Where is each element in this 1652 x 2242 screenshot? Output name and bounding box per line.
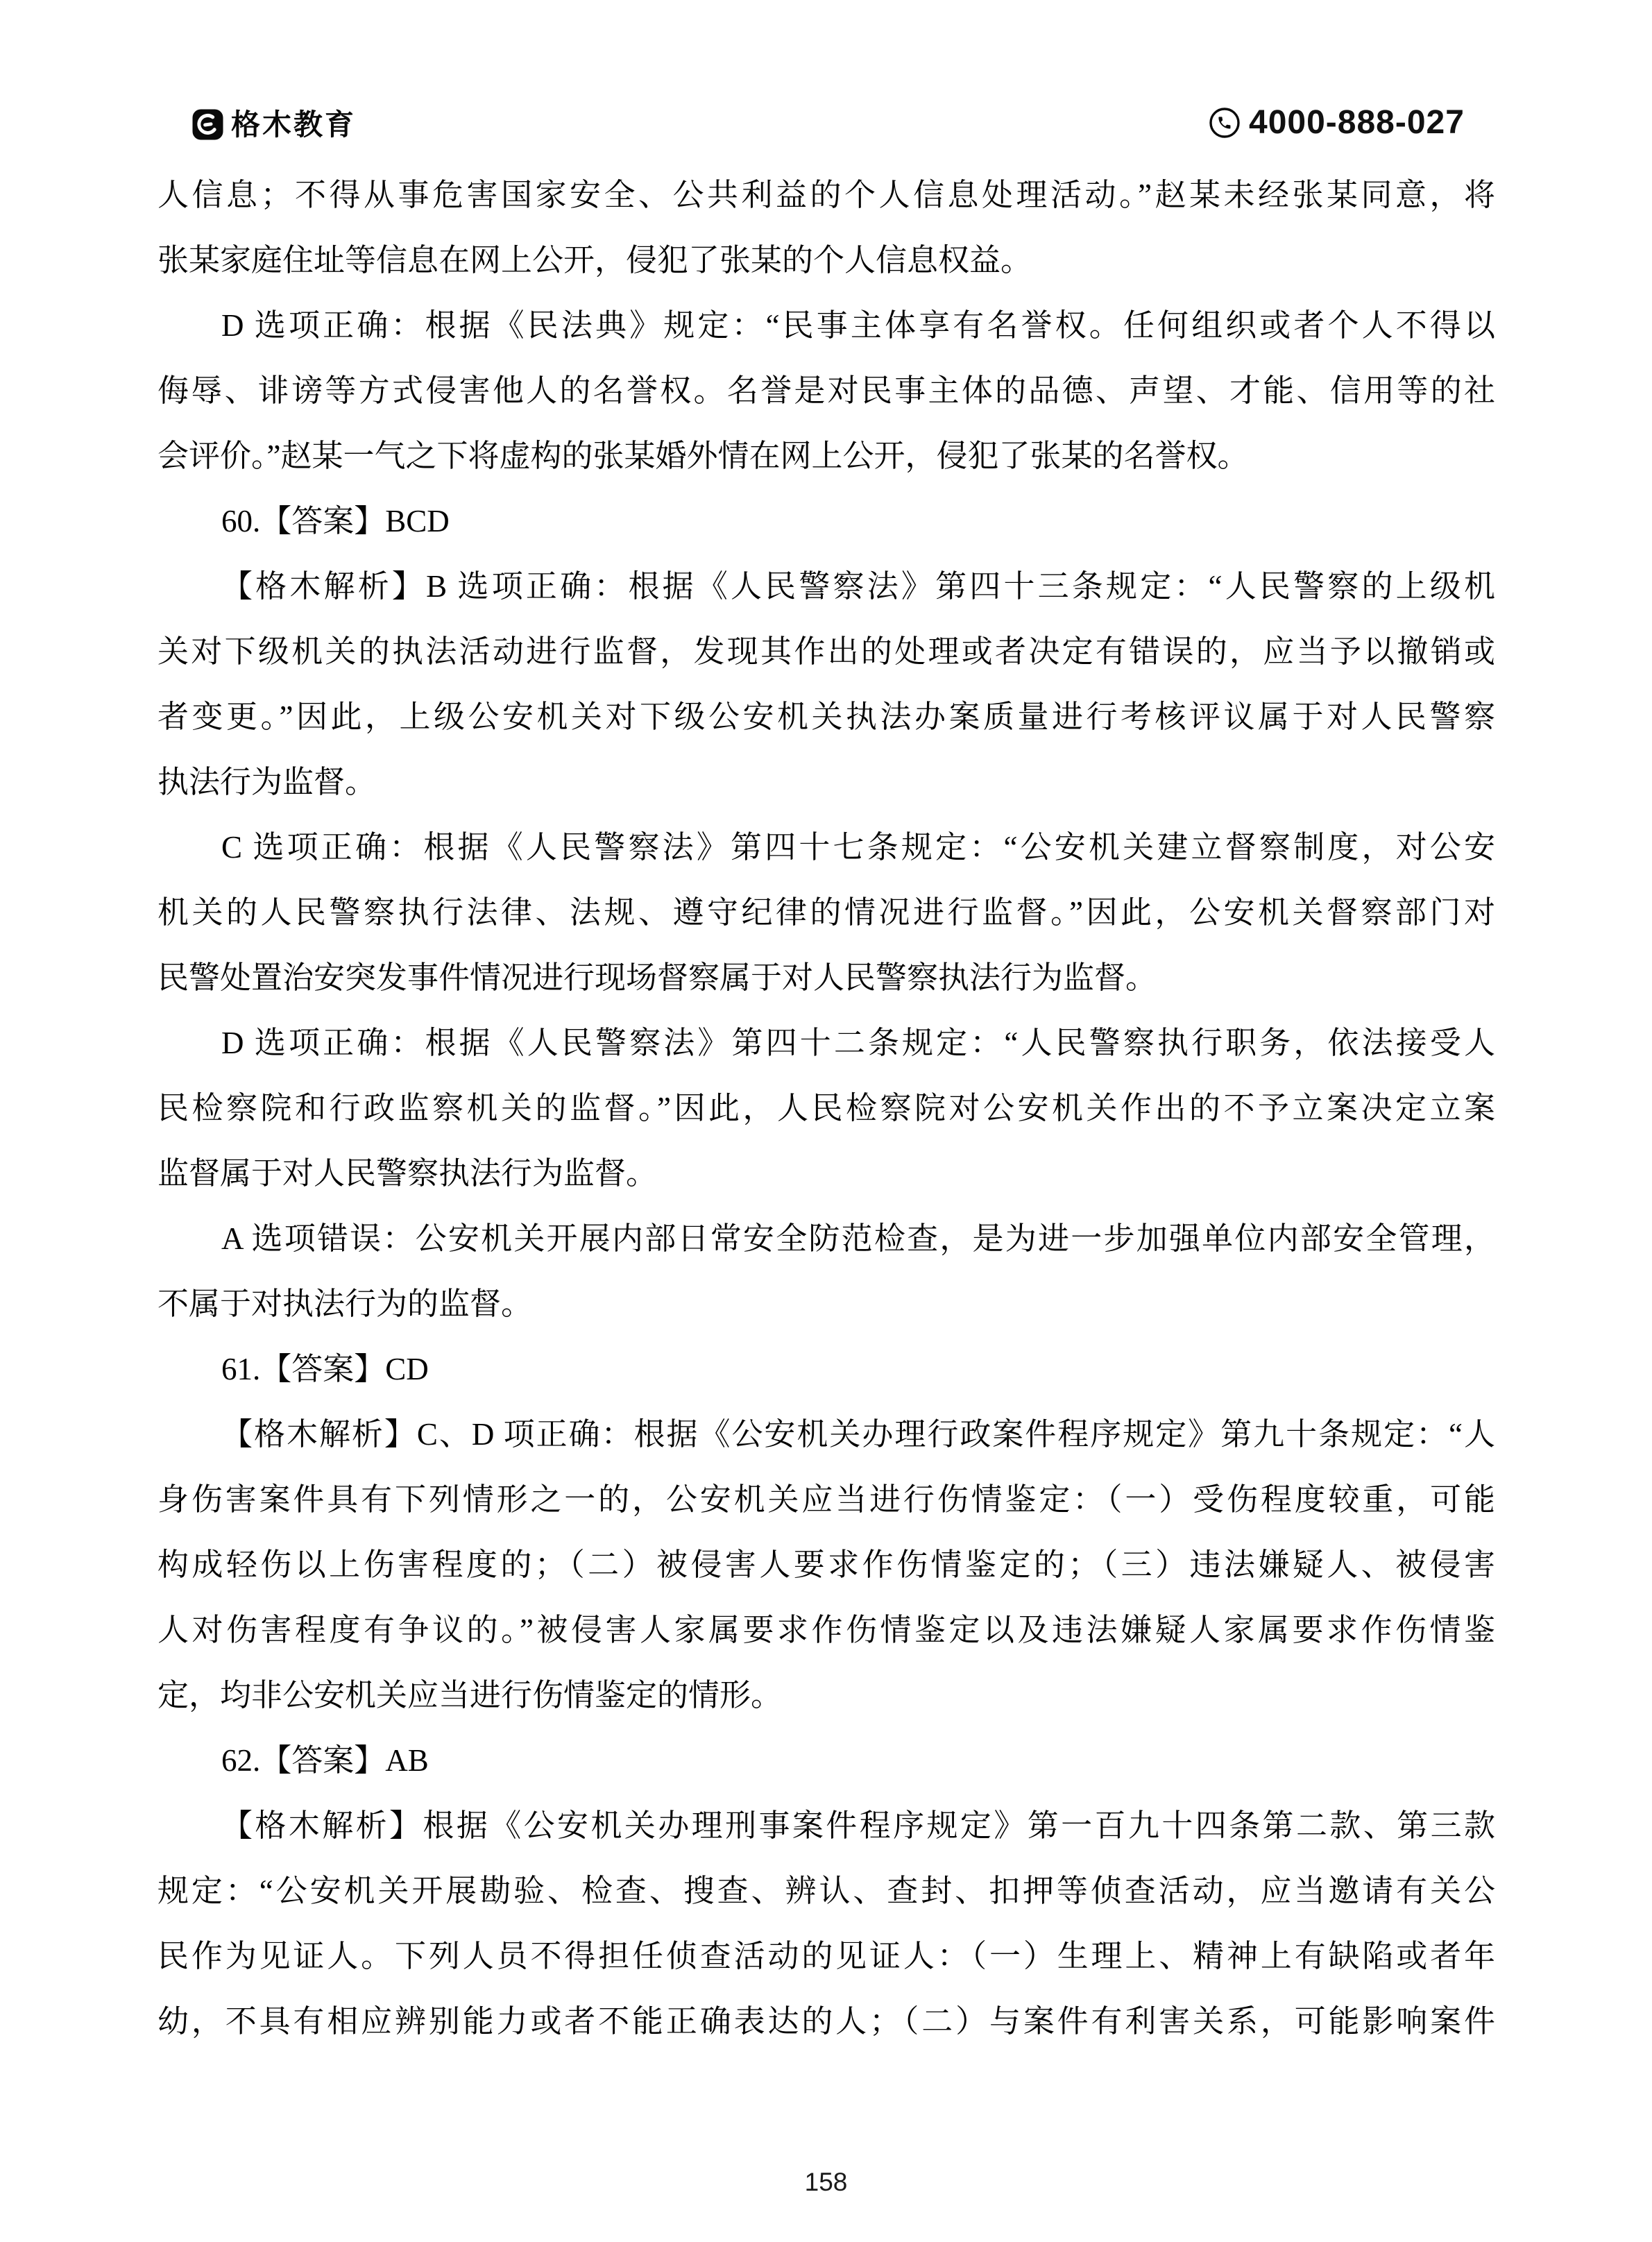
answer-line: 61.【答案】CD <box>221 1352 429 1386</box>
text-line: C 选项正确：根据《人民警察法》第四十七条规定：“公安机关建立督察制度，对公安 <box>221 830 1495 865</box>
gemu-logo-icon <box>192 109 223 140</box>
text-line: 机关的人民警察执行法律、法规、遵守纪律的情况进行监督。”因此，公安机关督察部门对 <box>157 895 1495 930</box>
page-number: 158 <box>804 2168 848 2196</box>
text-line: 张某家庭住址等信息在网上公开，侵犯了张某的个人信息权益。 <box>157 243 1032 278</box>
text-line: 【格木解析】根据《公安机关办理刑事案件程序规定》第一百九十四条第二款、第三款 <box>221 1808 1495 1843</box>
text-line: 不属于对执法行为的监督。 <box>157 1286 533 1321</box>
brand-logo <box>192 109 356 140</box>
page-header <box>0 0 1652 160</box>
text-line: A 选项错误：公安机关开展内部日常安全防范检查，是为进一步加强单位内部安全管理， <box>221 1221 1495 1256</box>
text-line: 人信息；不得从事危害国家安全、公共利益的个人信息处理活动。”赵某未经张某同意，将 <box>157 178 1495 212</box>
text-line: 会评价。”赵某一气之下将虚构的张某婚外情在网上公开，侵犯了张某的名誉权。 <box>157 439 1249 473</box>
text-line: 定，均非公安机关应当进行伤情鉴定的情形。 <box>157 1678 783 1713</box>
brand-name: 格木教育 <box>231 108 357 141</box>
text-line: 幼，不具有相应辨别能力或者不能正确表达的人；（二）与案件有利害关系，可能影响案件 <box>157 2004 1495 2039</box>
document-body <box>157 162 1495 2054</box>
text-line: D 选项正确：根据《民法典》规定：“民事主体享有名誉权。任何组织或者个人不得以 <box>221 308 1495 343</box>
answer-line: 60.【答案】BCD <box>221 504 450 538</box>
answer-line: 62.【答案】AB <box>221 1743 429 1778</box>
text-line: 民警处置治安突发事件情况进行现场督察属于对人民警察执法行为监督。 <box>157 960 1157 995</box>
text-line: 民作为见证人。下列人员不得担任侦查活动的见证人：（一）生理上、精神上有缺陷或者年 <box>157 1939 1495 1973</box>
text-line: 人对伤害程度有争议的。”被侵害人家属要求作伤情鉴定以及违法嫌疑人家属要求作伤情鉴 <box>157 1613 1495 1647</box>
text-line: 构成轻伤以上伤害程度的；（二）被侵害人要求作伤情鉴定的；（三）违法嫌疑人、被侵害 <box>157 1547 1495 1582</box>
text-line: D 选项正确：根据《人民警察法》第四十二条规定：“人民警察执行职务，依法接受人 <box>221 1026 1495 1060</box>
text-line: 执法行为监督。 <box>157 765 377 799</box>
text-line: 民检察院和行政监察机关的监督。”因此，人民检察院对公安机关作出的不予立案决定立案 <box>157 1091 1495 1126</box>
text-line: 【格木解析】C、D 项正确：根据《公安机关办理行政案件程序规定》第九十条规定：“人 <box>221 1417 1495 1452</box>
phone-icon <box>1209 107 1241 139</box>
text-line: 【格木解析】B 选项正确：根据《人民警察法》第四十三条规定：“人民警察的上级机 <box>221 569 1495 604</box>
page-footer <box>0 2168 1652 2197</box>
text-line: 规定：“公安机关开展勘验、检查、搜查、辨认、查封、扣押等侦查活动，应当邀请有关公 <box>157 1874 1495 1908</box>
text-line: 侮辱、诽谤等方式侵害他人的名誉权。名誉是对民事主体的品德、声望、才能、信用等的社 <box>157 373 1495 408</box>
text-line: 关对下级机关的执法活动进行监督，发现其作出的处理或者决定有错误的，应当予以撤销或 <box>157 634 1495 669</box>
phone-contact <box>1209 105 1465 140</box>
text-line: 身伤害案件具有下列情形之一的，公安机关应当进行伤情鉴定：（一）受伤程度较重，可能 <box>157 1482 1495 1517</box>
text-line: 监督属于对人民警察执法行为监督。 <box>157 1156 658 1191</box>
text-line: 者变更。”因此，上级公安机关对下级公安机关执法办案质量进行考核评议属于对人民警察 <box>157 699 1495 734</box>
phone-number: 4000-888-027 <box>1249 104 1465 141</box>
